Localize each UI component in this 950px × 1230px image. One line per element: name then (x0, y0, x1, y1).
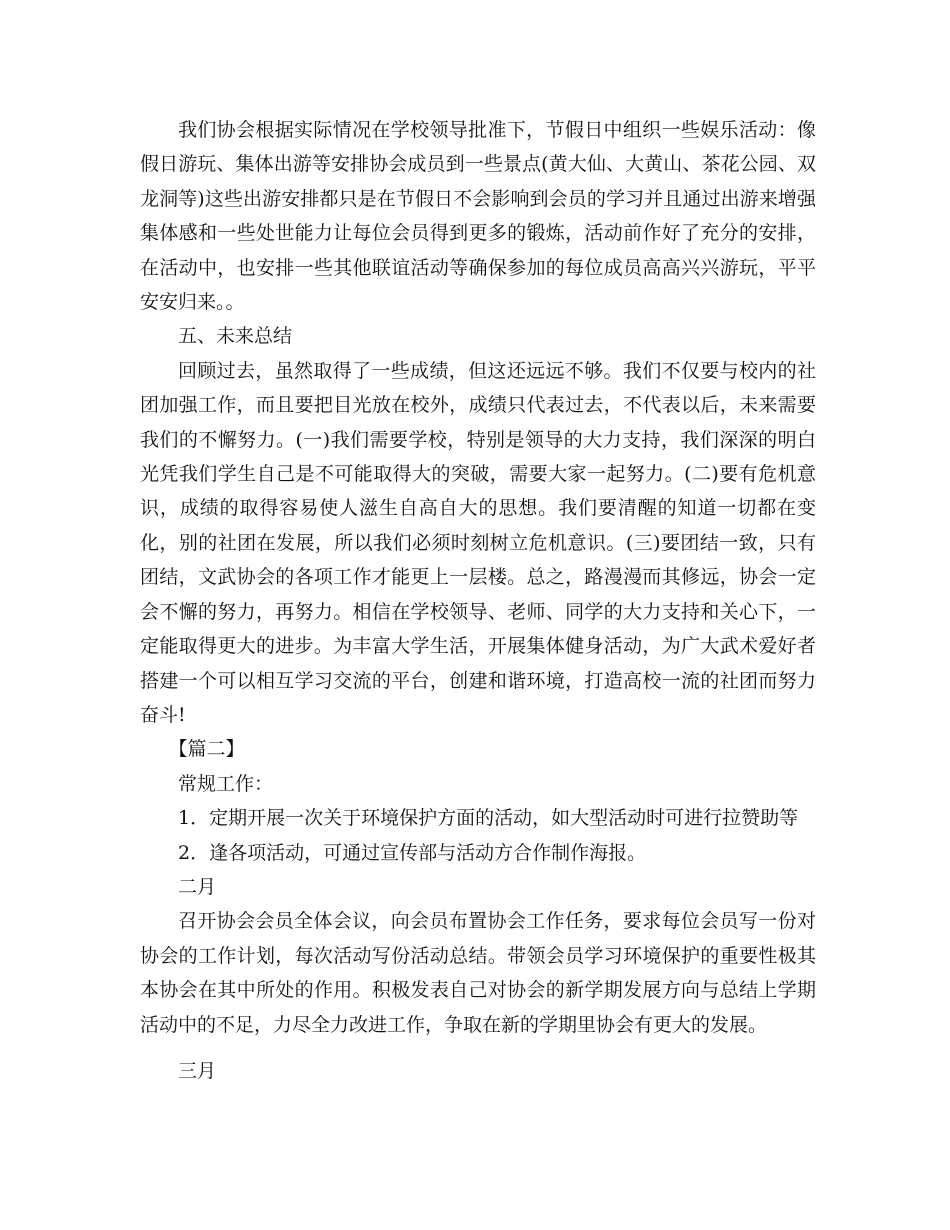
section-heading-future-summary: 五、未来总结 (178, 325, 293, 348)
list-item-2: 2．逢各项活动，可通过宣传部与活动方合作制作海报。 (178, 841, 647, 864)
chapter-heading-part-two: 【篇二】 (168, 738, 245, 761)
list-item-1: 1．定期开展一次关于环境保护方面的活动，如大型活动时可进行拉赞助等 (178, 807, 799, 830)
month-heading-february: 二月 (178, 875, 217, 898)
document-body (140, 113, 816, 1088)
paragraph-february-plan: 召开协会会员全体会议，向会员布置协会工作任务，要求每位会员写一份对协会的工作计划，每次活动写份活动总结。带领会员学习环境保护的重要性极其本协会在其中所处的作用。积极发表自己对协会的新学期发展方向与总结上学期活动中的不足，力尽全力改进工作，争取在新的学期里协会有更大的发展。 (140, 910, 816, 1036)
paragraph-review-past: 回顾过去，虽然取得了一些成绩，但这还远远不够。我们不仅要与校内的社团加强工作，而且要把目光放在校外，成绩只代表过去，不代表以后，未来需要我们的不懈努力。(一)我们需要学校，特别是领导的大力支持，我们深深的明白光凭我们学生自己是不可能取得大的突破，需要大家一起努力。(二)要有危机意识，成绩的取得容易使人滋生自高自大的思想。我们要清醒的知道一切都在变化，别的社团在发展，所以我们必须时刻树立危机意识。(三)要团结一致，只有团结，文武协会的各项工作才能更上一层楼。总之，路漫漫而其修远，协会一定会不懈的努力，再努力。相信在学校领导、老师、同学的大力支持和关心下，一定能取得更大的进步。为丰富大学生活，开展集体健身活动，为广大武术爱好者搭建一个可以相互学习交流的平台，创建和谐环境，打造高校一流的社团而努力奋斗! (140, 359, 816, 726)
heading-routine-work: 常规工作： (178, 772, 274, 795)
paragraph-entertainment-activities: 我们协会根据实际情况在学校领导批准下，节假日中组织一些娱乐活动：像假日游玩、集体出游等安排协会成员到一些景点(黄大仙、大黄山、茶花公园、双龙洞等)这些出游安排都只是在节假日不会影响到会员的学习并且通过出游来增强集体感和一些处世能力让每位会员得到更多的锻炼，活动前作好了充分的安排，在活动中，也安排一些其他联谊活动等确保参加的每位成员高高兴兴游玩，平平安安归来。。 (140, 119, 816, 314)
month-heading-march: 三月 (178, 1059, 217, 1082)
